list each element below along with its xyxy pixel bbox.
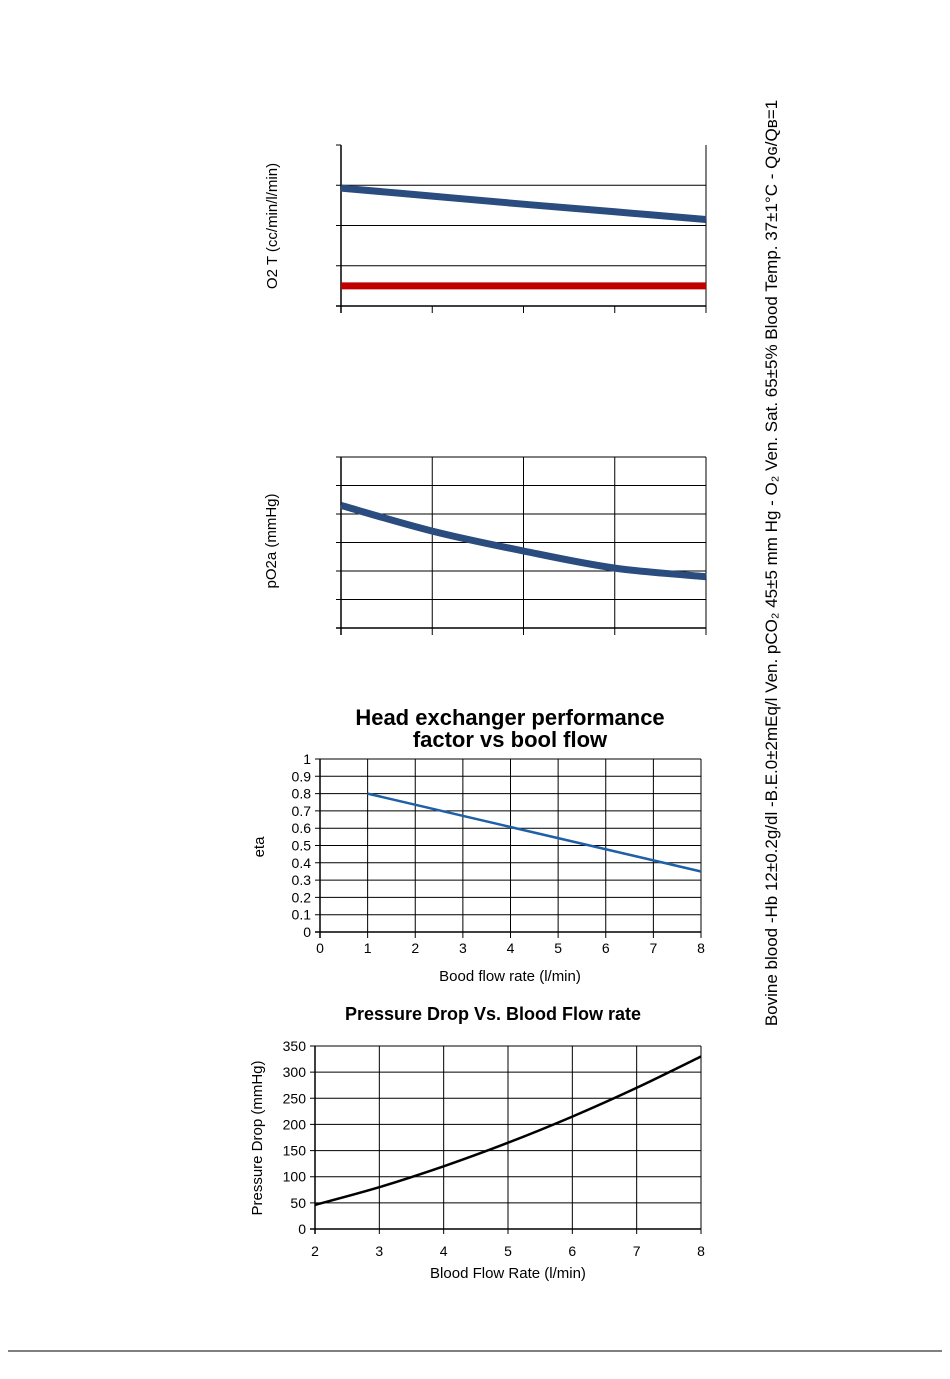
y-tick-label: 0.7 [291, 802, 311, 819]
chart-o2t-ylabel: O2 T (cc/min/l/min) [264, 162, 281, 290]
chart-eta-ylabel: eta [251, 836, 268, 858]
chart-eta-xlabel: Bood flow rate (l/min) [439, 968, 581, 985]
x-tick-label: 2 [411, 940, 420, 956]
x-tick-label: 4 [506, 940, 515, 956]
y-tick-label: 0.9 [291, 768, 311, 785]
y-tick-label: 250 [282, 1090, 306, 1107]
y-tick-label: 0.8 [291, 785, 311, 802]
chart-pressure [249, 1004, 705, 1282]
side-note: Bovine blood -Hb 12±0.2g/dl -B.E.0±2mEq/l Ven. pCO₂ 45±5 mm Hg - O₂ Ven. Sat. 65±5% Blood Temp. 37±1°C - Qɢ/Qʙ=1 [762, 99, 781, 1027]
chart-o2t [264, 145, 706, 313]
y-tick-label: 1 [303, 751, 311, 767]
x-tick-label: 6 [601, 940, 610, 956]
chart-eta-title-line1: Head exchanger performance [355, 705, 665, 730]
y-tick-label: 350 [282, 1038, 306, 1054]
x-tick-label: 7 [632, 1243, 641, 1259]
y-tick-label: 0.6 [291, 820, 311, 837]
x-tick-label: 4 [439, 1243, 448, 1259]
chart-eta-series [368, 794, 701, 872]
chart-eta-grid [315, 759, 701, 938]
y-tick-label: 150 [282, 1142, 306, 1159]
y-tick-label: 0 [298, 1221, 306, 1237]
y-tick-label: 100 [282, 1168, 306, 1185]
x-tick-label: 5 [504, 1243, 512, 1259]
x-tick-label: 3 [458, 940, 467, 956]
y-tick-label: 0.5 [291, 837, 311, 854]
y-tick-label: 0 [303, 924, 311, 940]
chart-pressure-grid [310, 1046, 701, 1234]
x-tick-label: 1 [363, 940, 372, 956]
chart-po2a [263, 457, 706, 635]
series-line-0 [368, 794, 701, 872]
chart-po2a-ylabel: pO2a (mmHg) [263, 493, 280, 589]
x-tick-label: 6 [568, 1243, 577, 1259]
y-tick-label: 0.2 [291, 889, 311, 906]
chart-po2a-grid [336, 457, 706, 635]
y-tick-label: 0.1 [291, 906, 311, 923]
chart-eta-title-line2: factor vs bool flow [412, 727, 608, 752]
y-tick-label: 0.4 [291, 854, 311, 871]
y-tick-label: 300 [282, 1064, 306, 1081]
chart-eta [251, 705, 705, 985]
chart-pressure-xlabel: Blood Flow Rate (l/min) [430, 1265, 586, 1282]
chart-pressure-ylabel: Pressure Drop (mmHg) [249, 1060, 266, 1216]
x-tick-label: 0 [316, 940, 324, 956]
x-tick-label: 8 [697, 940, 705, 956]
x-tick-label: 7 [649, 940, 658, 956]
x-tick-label: 3 [375, 1243, 384, 1259]
chart-eta-ticks [292, 751, 706, 956]
y-tick-label: 0.3 [291, 872, 311, 889]
x-tick-label: 8 [697, 1243, 705, 1259]
y-tick-label: 200 [282, 1116, 306, 1133]
x-tick-label: 2 [311, 1243, 319, 1259]
chart-o2t-series [341, 188, 706, 286]
x-tick-label: 5 [554, 940, 563, 956]
y-tick-label: 50 [290, 1194, 306, 1211]
series-line-0 [341, 188, 706, 219]
chart-pressure-title: Pressure Drop Vs. Blood Flow rate [344, 1004, 642, 1024]
